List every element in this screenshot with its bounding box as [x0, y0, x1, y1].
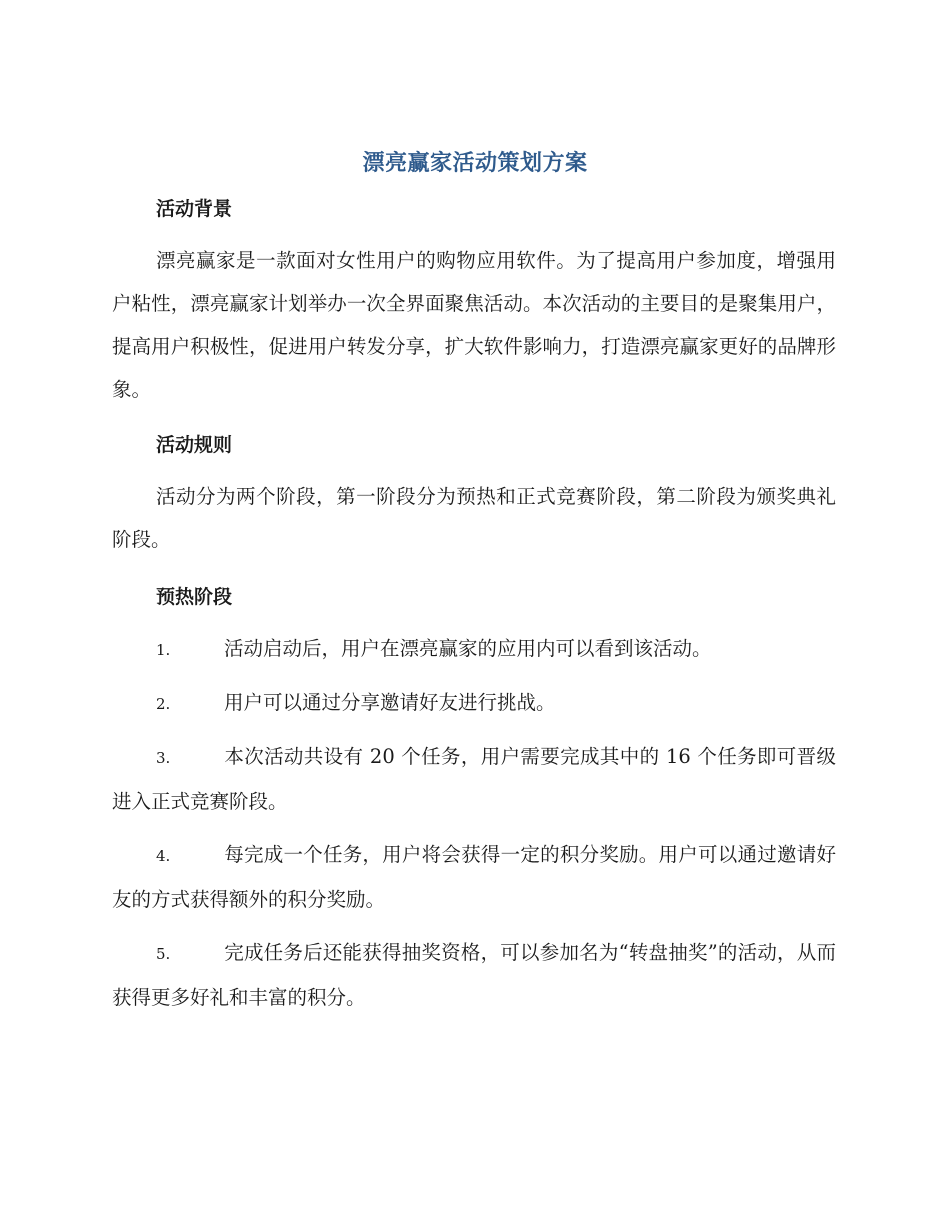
section-heading-background: 活动背景 — [156, 198, 233, 220]
list-item-text: 活动启动后，用户在漂亮赢家的应用内可以看到该活动。 — [224, 637, 712, 660]
rules-paragraph: 活动分为两个阶段，第一阶段分为预热和正式竞赛阶段，第二阶段为颁奖典礼阶段。 — [112, 485, 836, 551]
document-title: 漂亮赢家活动策划方案 — [362, 151, 588, 176]
list-item-number: 5. — [156, 945, 171, 963]
list-item-number: 2. — [156, 695, 171, 713]
background-paragraph: 漂亮赢家是一款面对女性用户的购物应用软件。为了提高用户参加度，增强用户粘性，漂亮赢家计划举办一次全界面聚焦活动。本次活动的主要目的是聚集用户，提高用户积极性，促进用户转发分享，扩大软件影响力，打造漂亮赢家更好的品牌形象。 — [112, 249, 836, 401]
list-item-text: 本次活动共设有 20 个任务，用户需要完成其中的 16 个任务即可晋级进入正式竞赛阶段。 — [112, 745, 836, 813]
list-item-number: 4. — [156, 847, 171, 865]
list-item-text: 用户可以通过分享邀请好友进行挑战。 — [224, 691, 556, 714]
list-item — [112, 735, 836, 823]
section-heading-rules: 活动规则 — [156, 434, 233, 456]
list-item — [112, 931, 836, 1019]
list-item — [112, 627, 836, 672]
list-item — [112, 681, 836, 726]
list-item — [112, 833, 836, 921]
section-heading-warmup: 预热阶段 — [156, 586, 233, 608]
list-item-number: 1. — [156, 641, 171, 659]
list-item-text: 每完成一个任务，用户将会获得一定的积分奖励。用户可以通过邀请好友的方式获得额外的积分奖励。 — [112, 843, 836, 911]
list-item-number: 3. — [156, 749, 171, 767]
list-item-text: 完成任务后还能获得抽奖资格，可以参加名为“转盘抽奖”的活动，从而获得更多好礼和丰富的积分。 — [112, 941, 836, 1009]
